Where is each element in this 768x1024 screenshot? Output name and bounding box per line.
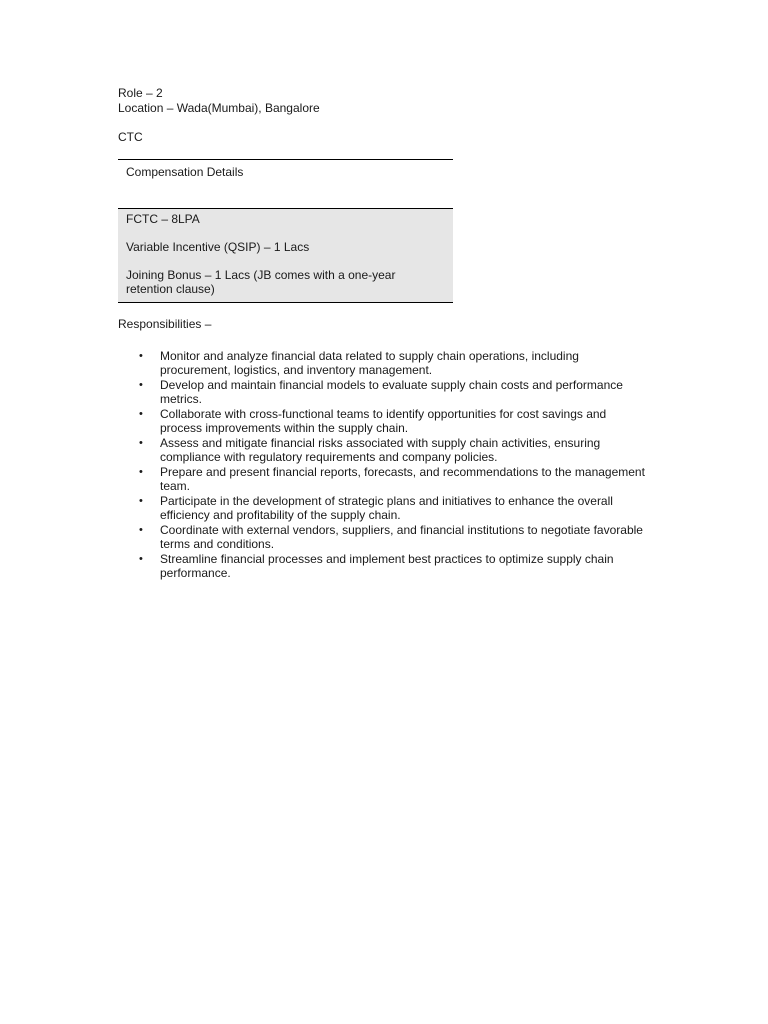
compensation-header: Compensation Details: [118, 160, 453, 209]
list-item: [118, 552, 650, 580]
responsibilities-heading: Responsibilities –: [118, 317, 212, 331]
list-item-text: Participate in the development of strategic plans and initiatives to enhance the overall efficiency and profitability of the supply chain.: [160, 494, 613, 522]
list-item-text: Streamline financial processes and implement best practices to optimize supply chain performance.: [160, 552, 614, 580]
list-item: [118, 523, 650, 551]
document-page: [118, 86, 658, 581]
list-item: [118, 465, 650, 493]
compensation-table: [118, 159, 453, 303]
bullet-icon: •: [139, 437, 143, 449]
bullet-icon: •: [139, 553, 143, 565]
bullet-icon: •: [139, 466, 143, 478]
ctc-label: CTC: [118, 130, 143, 144]
list-item-text: Monitor and analyze financial data related to supply chain operations, including procurement, logistics, and inventory management.: [160, 349, 579, 377]
bullet-icon: •: [139, 495, 143, 507]
compensation-body: [118, 209, 453, 303]
variable-incentive-row: Variable Incentive (QSIP) – 1 Lacs: [126, 240, 310, 254]
fctc-row: FCTC – 8LPA: [126, 212, 200, 226]
role-line: Role – 2: [118, 86, 163, 100]
bullet-icon: •: [139, 524, 143, 536]
responsibilities-list: [118, 349, 658, 580]
list-item: [118, 349, 650, 377]
list-item-text: Assess and mitigate financial risks associated with supply chain activities, ensuring compliance with regulatory requirements and company policies.: [160, 436, 601, 464]
list-item-text: Prepare and present financial reports, forecasts, and recommendations to the management team.: [160, 465, 645, 493]
list-item-text: Coordinate with external vendors, suppliers, and financial institutions to negotiate favorable terms and conditions.: [160, 523, 643, 551]
list-item: [118, 378, 650, 406]
bullet-icon: •: [139, 408, 143, 420]
bullet-icon: •: [139, 350, 143, 362]
list-item: [118, 494, 650, 522]
list-item-text: Collaborate with cross-functional teams to identify opportunities for cost savings and process improvements within the supply chain.: [160, 407, 607, 435]
location-line: Location – Wada(Mumbai), Bangalore: [118, 101, 320, 115]
bullet-icon: •: [139, 379, 143, 391]
list-item-text: Develop and maintain financial models to evaluate supply chain costs and performance metrics.: [160, 378, 623, 406]
joining-bonus-row: Joining Bonus – 1 Lacs (JB comes with a one-year retention clause): [126, 268, 396, 296]
list-item: [118, 436, 650, 464]
list-item: [118, 407, 650, 435]
